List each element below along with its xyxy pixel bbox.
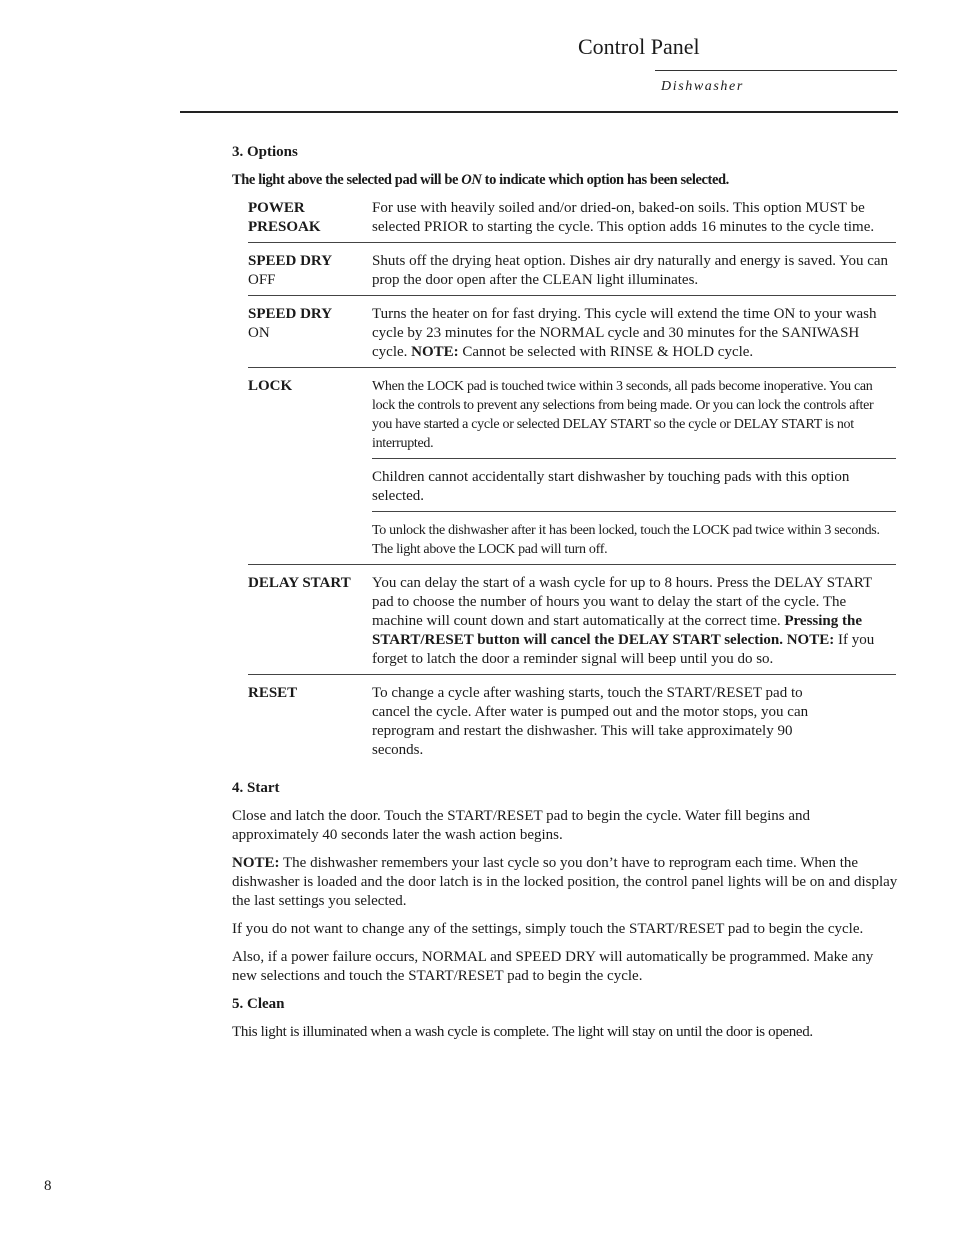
option-label-bold: SPEED DRY [248,253,333,269]
option-label [248,199,372,237]
option-label-bold: DELAY START [248,575,351,591]
intro-text: The light above the selected pad will be [232,172,462,188]
lock-paragraph-1: When the LOCK pad is touched twice within 3 seconds, all pads become inoperative. You can lock the controls to prevent any selections from being made. Or you can lock the controls after you have started a cycle or selected DELAY START so the cycle or DELAY START is not interrupted. [372,377,896,459]
option-description: To change a cycle after washing starts, touch the START/RESET pad to cancel the cycle. After water is pumped out and the motor stops, you can reprogram and restart the dishwasher. This will take approximately 90 seconds. [372,685,809,758]
description-bold: Pressing the START/RESET button will cancel the DELAY START selection. NOTE: [372,613,863,648]
description-text-end: Cannot be selected with RINSE & HOLD cycle. [458,344,754,360]
option-label-plain: ON [248,325,270,341]
option-description: For use with heavily soiled and/or dried-on, baked-on soils. This option MUST be selected PRIOR to starting the cycle. This option adds 16 minutes to the cycle time. [372,200,875,235]
header-divider-short [655,70,897,71]
lock-paragraph-3: To unlock the dishwasher after it has been locked, touch the LOCK pad twice within 3 seconds. The light above the LOCK pad will turn off. [372,523,880,557]
header-divider-long [180,111,898,113]
options-table [248,199,896,765]
spacer [232,765,898,779]
option-description [372,377,896,564]
intro-text-end: to indicate which option has been selected. [481,172,729,188]
start-paragraph-2 [232,854,898,911]
note-text: The dishwasher remembers your last cycle so you don’t have to reprogram each time. When the dishwasher is loaded and the door latch is in the locked position, the control panel lights will be on and display the last settings you selected. [232,855,898,909]
option-row-speed-dry-off [248,252,896,296]
note-label: NOTE: [232,855,280,871]
option-label [248,574,372,669]
options-heading: 3. Options [232,144,298,160]
option-label-bold: SPEED DRY [248,306,333,322]
options-intro [232,171,898,190]
start-paragraph-1: Close and latch the door. Touch the START/RESET pad to begin the cycle. Water fill begins and approximately 40 seconds later the wash action begins. [232,808,811,843]
page-title: Control Panel [578,34,700,59]
option-label-plain: OFF [248,272,276,288]
start-paragraph-4: Also, if a power failure occurs, NORMAL and SPEED DRY will automatically be programmed. Make any new selections and touch the START/RESET pad to begin the cycle. [232,949,874,984]
option-label-bold: RESET [248,685,298,701]
option-label [248,377,372,564]
description-text: You can delay the start of a wash cycle for up to 8 hours. Press the DELAY START pad to choose the number of hours you want to delay the start of the cycle. The machine will count down and start automatically at the correct time. [372,575,872,629]
option-row-delay-start [248,574,896,675]
start-paragraph-3: If you do not want to change any of the settings, simply touch the START/RESET pad to begin the cycle. [232,921,864,937]
option-row-reset [248,684,896,765]
option-description [372,574,896,669]
option-label [248,305,372,362]
option-row-lock [248,377,896,565]
page-subtitle: Dishwasher [661,79,744,94]
note-label: NOTE: [411,344,459,360]
option-label-bold: LOCK [248,378,293,394]
clean-paragraph-1: This light is illuminated when a wash cycle is complete. The light will stay on until the door is opened. [232,1024,813,1040]
option-label-line2: PRESOAK [248,219,321,235]
option-description [372,305,896,362]
page-number: 8 [44,1178,52,1194]
page-content [232,143,898,1051]
lock-paragraph-2: Children cannot accidentally start dishwasher by touching pads with this option selected. [372,468,896,512]
option-label [248,684,372,760]
option-row-power-presoak [248,199,896,243]
start-heading: 4. Start [232,780,280,796]
option-label-line1: POWER [248,200,305,216]
description-text: Turns the heater on for fast drying. This cycle will extend the time ON to your wash cycle by 23 minutes for the NORMAL cycle and 30 minutes for the SANIWASH cycle. [372,306,877,360]
option-row-speed-dry-on [248,305,896,368]
clean-heading: 5. Clean [232,996,285,1012]
description-text-end: If you forget to latch the door a reminder signal will beep until you do so. [372,632,875,667]
option-description: Shuts off the drying heat option. Dishes air dry naturally and energy is saved. You can prop the door open after the CLEAN light illuminates. [372,253,889,288]
option-label [248,252,372,290]
intro-emphasis: ON [461,172,482,188]
